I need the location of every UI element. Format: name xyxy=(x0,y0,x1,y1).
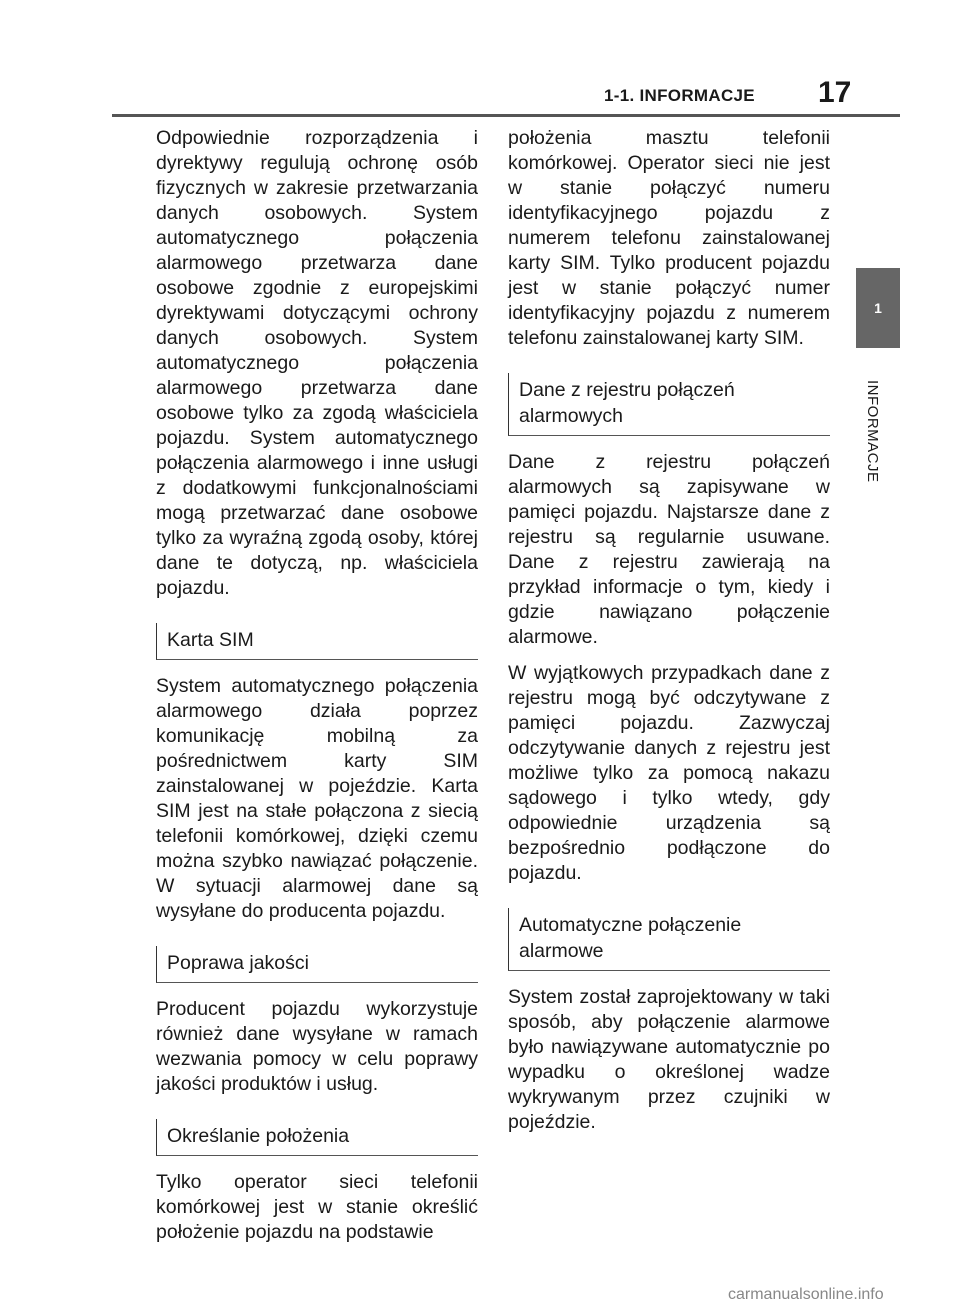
chapter-label: INFORMACJE xyxy=(864,380,881,483)
sim-card-paragraph: System automatycznego połączenia alarmowego działa poprzez komunikację mobilną za pośrednictwem karty SIM zainstalowanej w pojeździe. Karta SIM jest na stałe połączona z siecią telefonii komórkowej, dzięki czemu można szybko nawiązać połączenie. W sytuacji alarmowej dane są wysyłane do producenta pojazdu. xyxy=(156,675,478,922)
call-log-paragraph-2: W wyjątkowych przypadkach dane z rejestru mogą być odczytywane z pamięci pojazdu. Zazwyczaj odczytywanie danych z rejestru jest możliwe tylko za pomocą nakazu sądowego i tylko wtedy, gdy odpowiednie urządzenia są bezpośrednio podłączone do pojazdu. xyxy=(508,662,830,884)
subheading-quality: Poprawa jakości xyxy=(156,946,478,983)
section-title: 1-1. INFORMACJE xyxy=(604,86,755,105)
intro-paragraph: Odpowiednie rozporządzenia i dyrektywy regulują ochronę osób fizycznych w zakresie przetwarzania danych osobowych. System automatycznego połączenia alarmowego przetwarza dane osobowe zgodnie z europejskimi dyrektywami dotyczącymi ochrony danych osobowych. System automatycznego połączenia alarmowego przetwarza dane osobowe tylko za zgodą właściciela pojazdu. System automatycznego połączenia alarmowego i inne usługi z dodatkowymi funkcjonalnościami mogą przetwarzać dane osobowe tylko za wyraźną zgodą osoby, której dane te dotyczą, np. właściciela pojazdu. xyxy=(156,127,478,599)
quality-paragraph: Producent pojazdu wykorzystuje również dane wysyłane w ramach wezwania pomocy w celu poprawy jakości produktów i usług. xyxy=(156,998,478,1095)
automatic-call-paragraph: System został zaprojektowany w taki sposób, aby połączenie alarmowe było nawiązywane automatycznie po wypadku o określonej wadze wykrywanym przez czujniki w pojeździe. xyxy=(508,986,830,1133)
location-paragraph-continued: położenia masztu telefonii komórkowej. Operator sieci nie jest w stanie połączyć numeru identyfikacyjnego pojazdu z numerem telefonu zainstalowanej karty SIM. Tylko producent pojazdu jest w stanie połączyć numer identyfikacyjny pojazdu z numerem telefonu zainstalowanej karty SIM. xyxy=(508,127,830,349)
subheading-automatic-call: Automatyczne połączenie alarmowe xyxy=(508,908,830,971)
subheading-sim-card: Karta SIM xyxy=(156,623,478,660)
location-paragraph: Tylko operator sieci telefonii komórkowej jest w stanie określić położenie pojazdu na podstawie xyxy=(156,1171,478,1243)
chapter-tab-number: 1 xyxy=(874,300,882,316)
page-number: 17 xyxy=(818,76,852,109)
subheading-location: Określanie położenia xyxy=(156,1119,478,1156)
footer-watermark: carmanualsonline.info xyxy=(728,1286,884,1303)
subheading-call-log: Dane z rejestru połączeń alarmowych xyxy=(508,373,830,436)
chapter-tab[interactable] xyxy=(856,268,900,348)
left-column xyxy=(156,126,478,1256)
right-column xyxy=(508,126,830,1146)
header-divider xyxy=(112,114,900,117)
call-log-paragraph-1: Dane z rejestru połączeń alarmowych są zapisywane w pamięci pojazdu. Najstarsze dane z rejestru są regularnie usuwane. Dane z rejestru zawierają na przykład informacje o tym, kiedy i gdzie nawiązano połączenie alarmowe. xyxy=(508,451,830,648)
